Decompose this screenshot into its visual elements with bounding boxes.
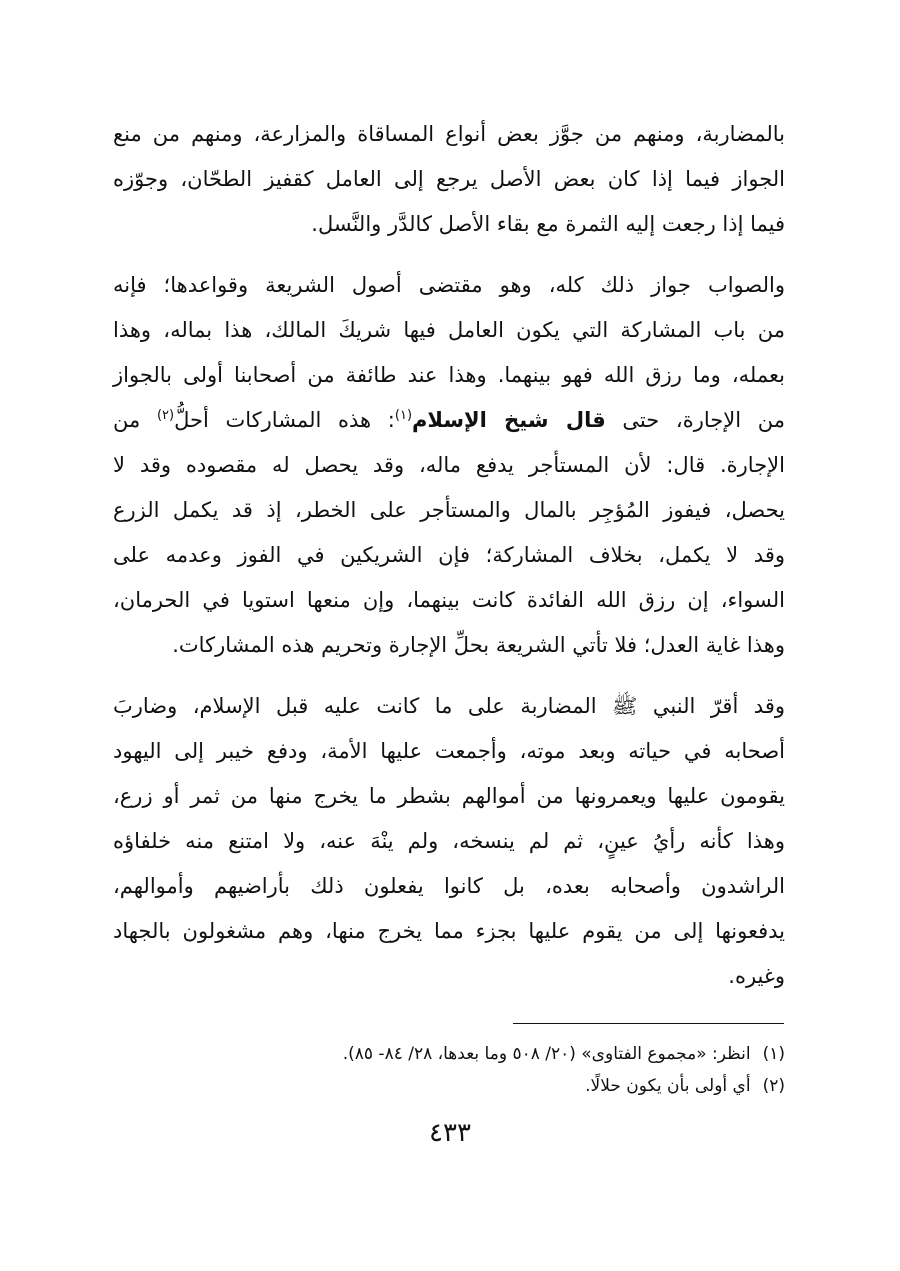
text-line: الراشدون وأصحابه بعده، بل كانوا يفعلون ذلك بأراضيهم وأموالهم، [113, 874, 785, 898]
text-line: الإجارة. قال: لأن المستأجر يدفع ماله، وقد يحصل له مقصوده وقد لا [113, 453, 785, 477]
line-fragment: من الإجارة، حتى [605, 408, 785, 432]
text-line: وغيره. [728, 964, 785, 988]
text-line: بالمضاربة، ومنهم من جوَّز بعض أنواع المساقاة والمزارعة، ومنهم من منع [113, 122, 785, 146]
footnotes [113, 1038, 785, 1102]
text-line-with-citation [113, 398, 785, 443]
line-fragment: من [113, 408, 157, 432]
text-line: بعمله، وما رزق الله فهو بينهما. وهذا عند طائفة من أصحابنا أولى بالجواز [113, 363, 785, 387]
footnote-divider [513, 1023, 784, 1024]
text-line: وهذا كأنه رأيُ عينٍ، ثم لم ينسخه، ولم ينْهَ عنه، ولا امتنع منه خلفاؤه [113, 829, 785, 853]
text-line: والصواب جواز ذلك كله، وهو مقتضى أصول الشريعة وقواعدها؛ فإنه [113, 273, 785, 297]
text-line: الجواز فيما إذا كان بعض الأصل يرجع إلى العامل كقفيز الطحّان، وجوّزه [113, 167, 785, 191]
text-line: من باب المشاركة التي يكون العامل فيها شريكَ المالك، هذا بماله، وهذا [113, 318, 785, 342]
paragraph-gap [113, 668, 785, 684]
text-line: وقد أقرّ النبي ﷺ المضاربة على ما كانت عليه قبل الإسلام، وضاربَ [113, 694, 785, 718]
page-number: ٤٣٣ [429, 1118, 471, 1148]
text-line: وقد لا يكمل، بخلاف المشاركة؛ فإن الشريكين في الفوز وعدمه على [113, 543, 785, 567]
text-line: يحصل، فيفوز المُؤجِر بالمال والمستأجر على الخطر، إذ قد يكمل الزرع [113, 498, 785, 522]
cited-author: قال شيخ الإسلام [412, 408, 606, 432]
footnote-text: انظر: «مجموع الفتاوى» (٢٠/ ٥٠٨ وما بعدها، ٢٨/ ٨٤- ٨٥). [342, 1044, 751, 1064]
text-line: أصحابه في حياته وبعد موته، وأجمعت عليها الأمة، ودفع خيبر إلى اليهود [113, 739, 785, 763]
line-fragment: : هذه المشاركات أحلُّ [174, 408, 395, 432]
main-text [113, 112, 785, 999]
footnote-ref-1[interactable]: (١) [394, 408, 413, 423]
footnote-2 [113, 1070, 785, 1102]
text-line: يدفعونها إلى من يقوم عليها بجزء مما يخرج منها، وهم مشغولون بالجهاد [113, 919, 785, 943]
text-line: السواء، إن رزق الله الفائدة كانت بينهما، وإن منعها استويا في الحرمان، [113, 588, 785, 612]
paragraph-3 [113, 684, 785, 999]
paragraph-2 [113, 263, 785, 668]
text-line: فيما إذا رجعت إليه الثمرة مع بقاء الأصل كالدَّر والنَّسل. [311, 212, 785, 236]
footnote-number: (١) [762, 1044, 785, 1064]
paragraph-gap [113, 247, 785, 263]
footnote-text: أي أولى بأن يكون حلالًا. [585, 1076, 751, 1096]
footnote-1 [113, 1038, 785, 1070]
text-line: وهذا غاية العدل؛ فلا تأتي الشريعة بحلِّ الإجارة وتحريم هذه المشاركات. [172, 633, 785, 657]
text-line: يقومون عليها ويعمرونها من أموالهم بشطر ما يخرج منها من ثمر أو زرع، [113, 784, 785, 808]
paragraph-1 [113, 112, 785, 247]
footnote-number: (٢) [762, 1076, 785, 1096]
footnote-ref-2[interactable]: (٢) [156, 408, 175, 423]
